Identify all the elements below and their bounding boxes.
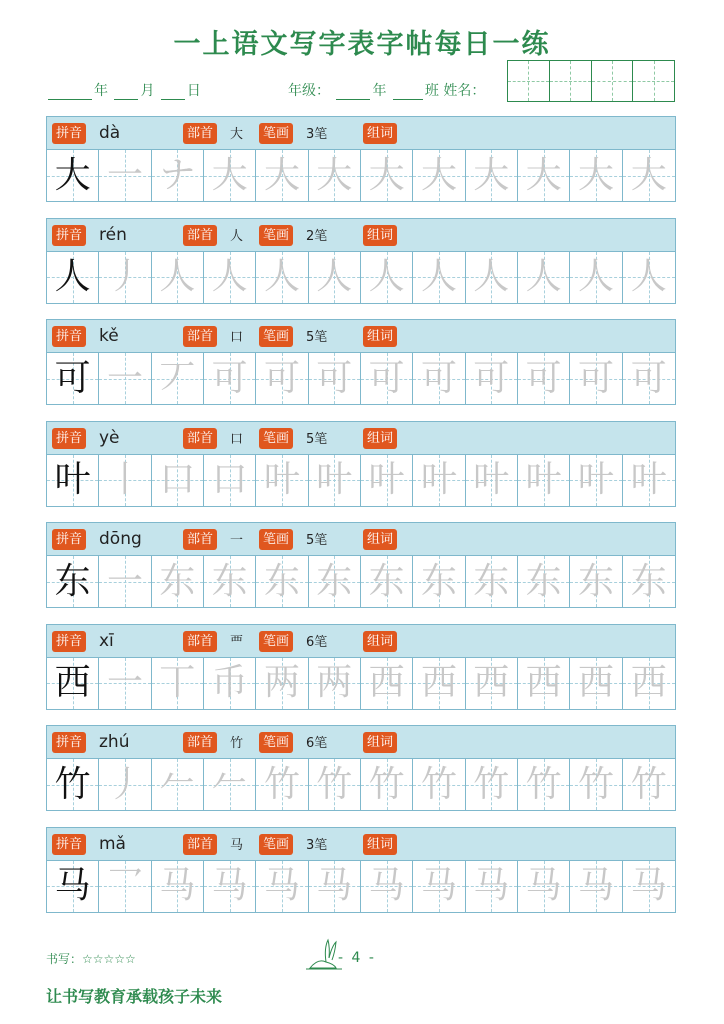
strokes-value: 6笔: [306, 736, 328, 751]
trace-cell[interactable]: [309, 759, 361, 810]
page-number: [304, 936, 394, 972]
trace-char: 大: [577, 154, 614, 196]
trace-char: 马: [630, 865, 667, 906]
trace-cell[interactable]: [413, 252, 465, 303]
trace-char: 人: [316, 256, 353, 297]
row-header: [46, 624, 676, 658]
trace-cell[interactable]: [623, 353, 675, 404]
model-char-cell: [47, 556, 99, 607]
trace-char: 一: [106, 154, 143, 196]
day-blank[interactable]: [161, 85, 185, 100]
trace-cell[interactable]: [204, 861, 256, 912]
words-badge: 组词: [363, 428, 397, 449]
words-badge: 组词: [363, 225, 397, 246]
radical-value: 口: [230, 330, 244, 345]
trace-cell[interactable]: [413, 556, 465, 607]
strokes-badge: 笔画: [259, 123, 293, 144]
writing-grid: [46, 658, 676, 710]
trace-char: 可: [211, 357, 248, 399]
writing-grid: [46, 150, 676, 202]
model-char: 东: [54, 560, 91, 602]
model-char-cell: [47, 252, 99, 303]
trace-char: 丿: [106, 763, 143, 805]
model-char: 人: [54, 256, 91, 297]
pinyin-badge: 拼音: [52, 631, 86, 652]
words-badge: 组词: [363, 326, 397, 347]
trace-cell[interactable]: [361, 150, 413, 201]
trace-char: 两: [316, 662, 353, 703]
trace-cell[interactable]: [413, 353, 465, 404]
trace-char: 人: [211, 256, 248, 297]
trace-cell[interactable]: [361, 455, 413, 506]
model-char: 竹: [54, 763, 91, 805]
pinyin-value: yè: [99, 427, 120, 448]
trace-cell[interactable]: [570, 556, 622, 607]
radical-value: 一: [230, 533, 244, 548]
trace-cell[interactable]: [256, 759, 308, 810]
trace-cell[interactable]: [309, 556, 361, 607]
trace-cell[interactable]: [518, 252, 570, 303]
trace-cell[interactable]: [413, 861, 465, 912]
trace-cell[interactable]: [361, 252, 413, 303]
pinyin-badge: 拼音: [52, 326, 86, 347]
trace-cell[interactable]: [152, 759, 204, 810]
trace-char: 人: [263, 256, 300, 297]
writing-grid: [46, 353, 676, 405]
pinyin-value: dà: [99, 123, 121, 143]
grade-field: [288, 80, 485, 102]
radical-value: 大: [230, 127, 244, 142]
trace-char: 东: [368, 560, 405, 602]
trace-cell[interactable]: [256, 353, 308, 404]
trace-cell[interactable]: [570, 759, 622, 810]
trace-char: 叶: [577, 459, 614, 500]
radical-badge: 部首: [183, 834, 217, 855]
grade-blank[interactable]: [336, 85, 370, 100]
name-label: 姓名：: [443, 83, 486, 99]
radical-value: 人: [230, 228, 244, 244]
radical-badge: 部首: [183, 529, 217, 550]
trace-char: 乛: [106, 865, 143, 906]
trace-cell[interactable]: [466, 353, 518, 404]
year-label: 年: [94, 83, 108, 99]
trace-cell[interactable]: [99, 658, 151, 709]
model-char-cell: [47, 759, 99, 810]
model-char: 西: [54, 662, 91, 703]
trace-char: 一: [106, 357, 143, 399]
model-char: 大: [54, 154, 91, 196]
trace-cell[interactable]: [309, 150, 361, 201]
pinyin-badge: 拼音: [52, 225, 86, 246]
trace-char: 西: [420, 662, 457, 703]
trace-char: 大: [630, 154, 667, 196]
trace-cell[interactable]: [309, 455, 361, 506]
trace-char: 竹: [316, 763, 353, 805]
trace-char: 西: [368, 662, 405, 703]
trace-char: 西: [525, 662, 562, 703]
trace-char: 东: [159, 560, 196, 602]
trace-cell[interactable]: [623, 861, 675, 912]
trace-cell[interactable]: [570, 455, 622, 506]
trace-char: 东: [525, 560, 562, 602]
strokes-badge: 笔画: [259, 225, 293, 246]
model-char-cell: [47, 353, 99, 404]
class-blank[interactable]: [393, 85, 423, 100]
trace-char: 叶: [473, 459, 510, 500]
trace-char: 竹: [630, 763, 667, 805]
row-header: [46, 421, 676, 455]
trace-char: 竹: [263, 763, 300, 805]
trace-char: 大: [473, 154, 510, 196]
trace-char: 人: [420, 256, 457, 297]
strokes-badge: 笔画: [259, 428, 293, 449]
trace-cell[interactable]: [152, 353, 204, 404]
trace-char: 大: [316, 154, 353, 196]
trace-char: 可: [577, 357, 614, 399]
slogan: 让书写教育承载孩子未来: [46, 987, 223, 1006]
writing-grid: [46, 556, 676, 608]
trace-char: 东: [630, 560, 667, 602]
trace-char: 叶: [263, 459, 300, 500]
radical-badge: 部首: [183, 326, 217, 347]
trace-char: 大: [525, 154, 562, 196]
trace-cell[interactable]: [413, 658, 465, 709]
trace-char: ナ: [159, 154, 196, 196]
trace-cell[interactable]: [99, 455, 151, 506]
trace-cell[interactable]: [204, 556, 256, 607]
trace-char: 可: [630, 357, 667, 399]
pinyin-value: zhú: [99, 732, 130, 752]
trace-cell[interactable]: [204, 658, 256, 709]
trace-cell[interactable]: [99, 353, 151, 404]
practice-row: [46, 218, 676, 304]
trace-cell[interactable]: [466, 658, 518, 709]
row-header: [46, 319, 676, 353]
trace-char: 可: [263, 357, 300, 399]
date-field: [46, 80, 201, 102]
trace-char: 竹: [473, 763, 510, 805]
pinyin-badge: 拼音: [52, 428, 86, 449]
trace-char: 竹: [525, 763, 562, 805]
trace-char: 竹: [420, 763, 457, 805]
month-label: 月: [140, 83, 155, 99]
trace-cell[interactable]: [570, 861, 622, 912]
radical-value: 马: [230, 837, 244, 853]
strokes-badge: 笔画: [259, 631, 293, 652]
trace-char: 人: [525, 256, 562, 297]
practice-row: [46, 421, 676, 507]
trace-cell[interactable]: [623, 556, 675, 607]
radical-badge: 部首: [183, 631, 217, 652]
trace-cell[interactable]: [204, 455, 256, 506]
trace-char: 𠂉: [159, 763, 196, 805]
radical-badge: 部首: [183, 428, 217, 449]
row-header: [46, 827, 676, 861]
trace-cell[interactable]: [570, 252, 622, 303]
trace-cell[interactable]: [466, 556, 518, 607]
words-badge: 组词: [363, 834, 397, 855]
trace-cell[interactable]: [413, 759, 465, 810]
model-char: 可: [54, 357, 91, 399]
trace-cell[interactable]: [99, 252, 151, 303]
strokes-badge: 笔画: [259, 529, 293, 550]
model-char-cell: [47, 861, 99, 912]
trace-cell[interactable]: [466, 861, 518, 912]
practice-row: [46, 116, 676, 202]
strokes-value: 3笔: [306, 127, 328, 142]
trace-char: 丿: [106, 256, 143, 297]
trace-char: 大: [263, 154, 300, 196]
strokes-value: 5笔: [306, 533, 328, 548]
trace-cell[interactable]: [361, 556, 413, 607]
strokes-value: 6笔: [306, 634, 328, 650]
trace-cell[interactable]: [623, 252, 675, 303]
trace-cell[interactable]: [256, 455, 308, 506]
strokes-badge: 笔画: [259, 732, 293, 753]
trace-cell[interactable]: [518, 353, 570, 404]
pinyin-badge: 拼音: [52, 123, 86, 144]
words-badge: 组词: [363, 732, 397, 753]
name-grid[interactable]: [507, 60, 675, 102]
trace-cell[interactable]: [623, 658, 675, 709]
trace-char: 马: [159, 865, 196, 906]
trace-char: 𠂉: [211, 763, 248, 805]
month-blank[interactable]: [114, 85, 138, 100]
pinyin-value: dōng: [99, 529, 142, 549]
trace-cell[interactable]: [361, 861, 413, 912]
words-badge: 组词: [363, 529, 397, 550]
trace-cell[interactable]: [570, 658, 622, 709]
trace-cell[interactable]: [518, 455, 570, 506]
practice-row: [46, 319, 676, 405]
page-title: 一上语文写字表字帖每日一练: [173, 29, 551, 60]
writing-grid: [46, 455, 676, 507]
trace-cell[interactable]: [99, 556, 151, 607]
trace-char: 竹: [368, 763, 405, 805]
trace-char: 可: [420, 357, 457, 399]
trace-char: 马: [420, 865, 457, 906]
model-char-cell: [47, 455, 99, 506]
trace-cell[interactable]: [99, 861, 151, 912]
trace-cell[interactable]: [623, 759, 675, 810]
class-label: 班: [424, 83, 439, 99]
trace-char: 马: [211, 865, 248, 906]
trace-cell[interactable]: [99, 150, 151, 201]
trace-char: 一: [106, 560, 143, 602]
trace-cell[interactable]: [518, 658, 570, 709]
practice-row: [46, 624, 676, 710]
trace-cell[interactable]: [256, 150, 308, 201]
year-blank[interactable]: [48, 85, 92, 100]
trace-char: 丆: [159, 357, 196, 399]
model-char-cell: [47, 658, 99, 709]
trace-char: 人: [159, 256, 196, 297]
trace-char: 口: [211, 459, 248, 500]
trace-char: 可: [473, 357, 510, 399]
writing-grid: [46, 861, 676, 913]
trace-char: 马: [473, 865, 510, 906]
trace-cell[interactable]: [256, 861, 308, 912]
trace-char: 西: [473, 662, 510, 703]
trace-char: 可: [316, 357, 353, 399]
trace-char: 人: [630, 256, 667, 297]
trace-cell[interactable]: [256, 658, 308, 709]
pinyin-value: rén: [99, 224, 127, 245]
trace-char: 丨: [106, 459, 143, 500]
trace-cell[interactable]: [309, 252, 361, 303]
trace-cell[interactable]: [309, 353, 361, 404]
practice-row: [46, 827, 676, 913]
trace-cell[interactable]: [152, 861, 204, 912]
trace-cell[interactable]: [152, 252, 204, 303]
strokes-badge: 笔画: [259, 326, 293, 347]
pinyin-badge: 拼音: [52, 529, 86, 550]
trace-char: 可: [525, 357, 562, 399]
radical-value: 覀: [230, 634, 244, 650]
trace-char: 口: [159, 459, 196, 500]
trace-char: 西: [630, 662, 667, 703]
pinyin-badge: 拼音: [52, 732, 86, 753]
grade-label: 年级：: [288, 83, 330, 99]
trace-char: 人: [577, 256, 614, 297]
row-header: [46, 522, 676, 556]
trace-cell[interactable]: [570, 150, 622, 201]
trace-char: 叶: [316, 459, 353, 500]
pinyin-value: kě: [99, 326, 119, 346]
practice-row: [46, 725, 676, 811]
trace-char: 叶: [368, 459, 405, 500]
strokes-value: 3笔: [306, 837, 328, 853]
pinyin-value: mǎ: [99, 833, 126, 854]
pinyin-badge: 拼音: [52, 834, 86, 855]
trace-cell[interactable]: [309, 861, 361, 912]
trace-char: 东: [473, 560, 510, 602]
trace-cell[interactable]: [361, 759, 413, 810]
trace-cell[interactable]: [152, 658, 204, 709]
writing-grid: [46, 252, 676, 304]
model-char: 叶: [54, 459, 91, 500]
practice-row: [46, 522, 676, 608]
trace-char: 大: [420, 154, 457, 196]
strokes-badge: 笔画: [259, 834, 293, 855]
trace-char: 东: [316, 560, 353, 602]
trace-char: 一: [106, 662, 143, 703]
trace-cell[interactable]: [204, 759, 256, 810]
trace-char: 叶: [525, 459, 562, 500]
strokes-value: 2笔: [306, 228, 328, 244]
radical-value: 竹: [230, 736, 244, 751]
trace-char: 两: [263, 662, 300, 703]
pinyin-value: xī: [99, 630, 114, 651]
words-badge: 组词: [363, 123, 397, 144]
radical-value: 口: [230, 431, 244, 447]
trace-cell[interactable]: [256, 252, 308, 303]
row-header: [46, 116, 676, 150]
radical-badge: 部首: [183, 225, 217, 246]
model-char: 马: [54, 865, 91, 906]
model-char-cell: [47, 150, 99, 201]
trace-char: 马: [577, 865, 614, 906]
trace-cell[interactable]: [466, 455, 518, 506]
grade-year-label: 年: [372, 83, 387, 99]
trace-char: 人: [473, 256, 510, 297]
trace-cell[interactable]: [518, 556, 570, 607]
trace-char: 币: [211, 662, 248, 703]
trace-cell[interactable]: [152, 150, 204, 201]
trace-cell[interactable]: [518, 150, 570, 201]
trace-char: 丅: [159, 662, 196, 703]
trace-char: 叶: [630, 459, 667, 500]
radical-badge: 部首: [183, 123, 217, 144]
trace-char: 马: [368, 865, 405, 906]
trace-cell[interactable]: [99, 759, 151, 810]
trace-char: 人: [368, 256, 405, 297]
row-header: [46, 725, 676, 759]
trace-cell[interactable]: [413, 150, 465, 201]
trace-char: 东: [211, 560, 248, 602]
trace-char: 东: [420, 560, 457, 602]
radical-badge: 部首: [183, 732, 217, 753]
trace-cell[interactable]: [152, 455, 204, 506]
trace-cell[interactable]: [466, 759, 518, 810]
trace-char: 大: [368, 154, 405, 196]
trace-cell[interactable]: [466, 252, 518, 303]
trace-cell[interactable]: [152, 556, 204, 607]
trace-cell[interactable]: [204, 252, 256, 303]
trace-char: 竹: [577, 763, 614, 805]
trace-char: 马: [316, 865, 353, 906]
trace-cell[interactable]: [413, 455, 465, 506]
trace-char: 马: [263, 865, 300, 906]
strokes-value: 5笔: [306, 330, 328, 345]
trace-cell[interactable]: [361, 658, 413, 709]
writing-grid: [46, 759, 676, 811]
trace-cell[interactable]: [623, 150, 675, 201]
trace-cell[interactable]: [361, 353, 413, 404]
page-number-text: - 4 -: [338, 950, 376, 966]
trace-cell[interactable]: [623, 455, 675, 506]
rating-stars[interactable]: 书写：☆☆☆☆☆: [46, 952, 136, 966]
trace-char: 可: [368, 357, 405, 399]
trace-cell[interactable]: [518, 861, 570, 912]
trace-cell[interactable]: [466, 150, 518, 201]
trace-char: 马: [525, 865, 562, 906]
day-label: 日: [186, 83, 201, 99]
trace-cell[interactable]: [518, 759, 570, 810]
strokes-value: 5笔: [306, 431, 328, 447]
trace-cell[interactable]: [256, 556, 308, 607]
trace-char: 东: [263, 560, 300, 602]
row-header: [46, 218, 676, 252]
trace-char: 大: [211, 154, 248, 196]
words-badge: 组词: [363, 631, 397, 652]
trace-char: 东: [577, 560, 614, 602]
trace-cell[interactable]: [309, 658, 361, 709]
trace-cell[interactable]: [204, 150, 256, 201]
trace-char: 西: [577, 662, 614, 703]
trace-char: 叶: [420, 459, 457, 500]
trace-cell[interactable]: [204, 353, 256, 404]
trace-cell[interactable]: [570, 353, 622, 404]
